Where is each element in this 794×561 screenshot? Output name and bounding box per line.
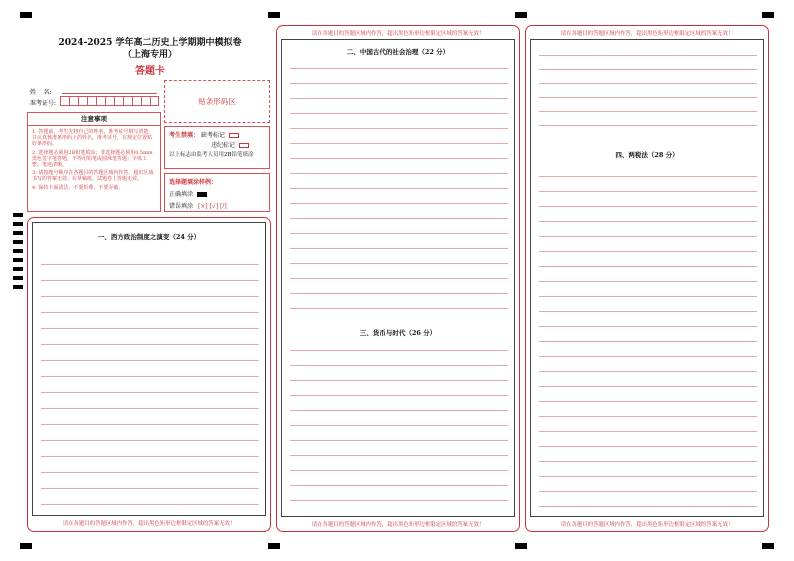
answer-area-2[interactable]: [281, 39, 515, 517]
answer-panel-3: [525, 25, 769, 532]
violation-mark-box[interactable]: [239, 143, 249, 148]
exam-subtitle: （上海专用）: [122, 50, 177, 60]
exam-id-label: 准考证号:: [30, 100, 57, 107]
answer-panel-2: [276, 25, 520, 532]
boundary-warning: 请在各题目的答题区域内作答，超出黑色矩形边框限定区域的答案无效！: [311, 522, 485, 528]
boundary-warning: 请在各题目的答题区域内作答，超出黑色矩形边框限定区域的答案无效！: [560, 522, 734, 528]
note-item: 4. 保持卡面清洁，不要折叠、不要弄破。: [32, 184, 124, 191]
wrong-fill-samples: [×] [√] [/]: [197, 203, 227, 210]
forbidden-note: 以上标志由监考人员用2B铅笔填涂: [169, 152, 254, 158]
answer-lines: [539, 162, 757, 507]
exam-title: 2024-2025 学年高二历史上学期期中模拟卷: [58, 38, 242, 48]
registration-mark: [20, 543, 32, 549]
answer-lines: [290, 336, 508, 501]
card-title: 答题卡: [135, 66, 165, 77]
note-item: 2. 选择题必须用2B铅笔填涂；非选择题必须用0.5mm黑色签字笔答题，不得用铅笔或圆珠笔答题；字体工整、笔迹清晰。: [32, 149, 153, 169]
examiner-only-box: [164, 126, 270, 169]
wrong-fill-label: 错误填涂: [169, 203, 194, 210]
name-field[interactable]: [62, 93, 157, 94]
answer-lines: [539, 42, 757, 126]
registration-mark: [762, 12, 774, 18]
registration-mark: [268, 543, 280, 549]
answer-panel-1: [27, 217, 271, 532]
boundary-warning: 请在各题目的答题区域内作答，超出黑色矩形边框限定区域的答案无效！: [62, 521, 236, 527]
registration-mark: [515, 12, 527, 18]
registration-mark: [268, 12, 280, 18]
section-title-4: 四、两税法（28 分）: [615, 151, 679, 159]
missing-mark-box[interactable]: [229, 133, 239, 138]
missing-label: 缺考标记: [200, 132, 225, 139]
barcode-area: [164, 80, 270, 123]
sample-label: 选择题填涂样例：: [169, 179, 218, 186]
correct-fill-label: 正确填涂: [169, 191, 194, 198]
registration-mark: [515, 543, 527, 549]
boundary-warning: 请在各题目的答题区域内作答，超出黑色矩形边框限定区域的答案无效！: [560, 31, 734, 37]
answer-lines: [41, 249, 259, 505]
notes-title: 注意事项: [28, 113, 160, 126]
fill-sample-box: [164, 173, 270, 212]
registration-mark: [762, 543, 774, 549]
registration-mark: [20, 12, 32, 18]
violation-label: 违纪标记: [211, 142, 236, 149]
answer-lines: [290, 54, 508, 309]
section-title-2: 二、中国古代的社会治理（22 分）: [346, 48, 450, 56]
answer-area-1[interactable]: [32, 222, 266, 516]
exam-id-boxes[interactable]: [60, 96, 159, 106]
correct-fill-sample: [197, 192, 207, 197]
section-title-3: 三、货币与时代（26 分）: [359, 329, 437, 337]
boundary-warning: 请在各题目的答题区域内作答，超出黑色矩形边框限定区域的答案无效！: [311, 31, 485, 37]
name-label: 姓 名:: [30, 89, 52, 96]
answer-area-3[interactable]: [530, 39, 764, 517]
forbidden-label: 考生禁填：: [169, 132, 200, 139]
section-title-1: 一、西方政治制度之演变（24 分）: [97, 233, 201, 241]
notes-box: [27, 112, 161, 212]
note-item: 1. 答题前，考生先将自己的姓名，准考证号填写清楚，并认真核准条形码上的姓名，准考证号，在规定位置贴好条形码。: [32, 129, 154, 148]
barcode-area-label: 贴条形码区: [198, 97, 236, 106]
note-item: 3. 请按题号顺序在各题目的答题区域内作答，超出区域书写的答案无效；在草稿纸、试题卷上答题无效。: [32, 170, 154, 183]
timing-marks: [13, 213, 23, 289]
